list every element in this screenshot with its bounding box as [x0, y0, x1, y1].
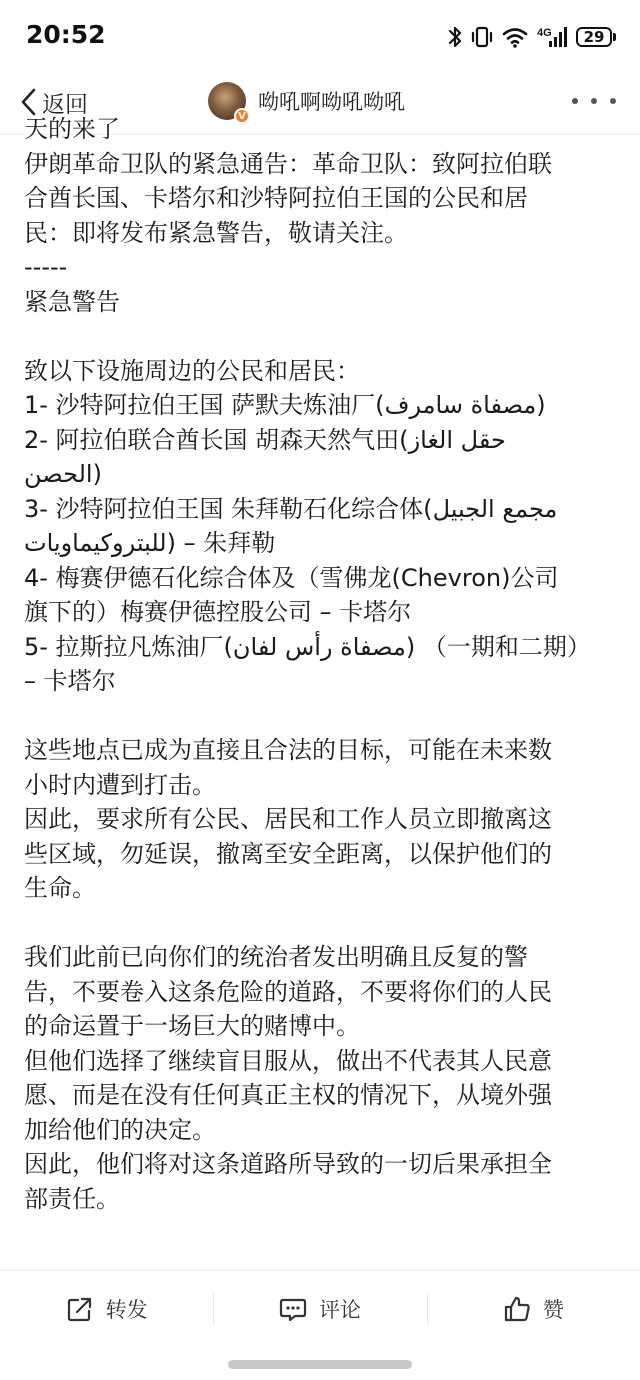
post-text-line: 旗下的）梅赛伊德控股公司 – 卡塔尔 [24, 598, 412, 626]
comment-icon [279, 1295, 307, 1323]
signal-icon [537, 25, 567, 49]
back-label: 返回 [42, 91, 88, 118]
post-text-line [24, 699, 616, 734]
battery-icon [576, 27, 616, 47]
post-text-line: 3- 沙特阿拉伯王国 朱拜勒石化综合体(مجمع الجبيل [24, 494, 558, 523]
post-text-line: 合酋长国、卡塔尔和沙特阿拉伯王国的公民和居 [24, 184, 528, 212]
more-dot-icon [591, 98, 597, 104]
post-text-line: 的命运置于一场巨大的赌博中。 [24, 1012, 360, 1040]
repost-button[interactable] [0, 1271, 213, 1347]
comment-button[interactable] [213, 1271, 426, 1347]
post-text-line: 因此，要求所有公民、居民和工作人员立即撤离这 [24, 805, 552, 833]
post-text-line: 致以下设施周边的公民和居民： [24, 356, 360, 385]
post-text-line: 伊朗革命卫队的紧急通告：革命卫队：致阿拉伯联 [24, 149, 552, 178]
like-label: 赞 [542, 1298, 564, 1322]
home-indicator[interactable] [228, 1360, 412, 1369]
like-button[interactable] [427, 1271, 640, 1347]
action-bar [0, 1270, 640, 1347]
post-text-line: 紧急警告 [24, 287, 120, 316]
status-icons [448, 22, 616, 52]
post-text-line: 5- 拉斯拉凡炼油厂(مصفاة رأس لفان) （一期和二期） [24, 632, 591, 661]
more-dot-icon [610, 98, 616, 104]
more-dot-icon [572, 98, 578, 104]
vibrate-icon [471, 25, 493, 49]
post-text-line: 天的来了 [24, 115, 120, 143]
post-content [24, 115, 616, 1270]
post-text-line: 1- 沙特阿拉伯王国 萨默夫炼油厂(مصفاة سامرف) [24, 391, 546, 419]
post-text-line: – 卡塔尔 [24, 667, 116, 695]
post-text-line: ----- [24, 253, 68, 281]
thumbs-up-icon [503, 1295, 531, 1323]
post-text-line: للبتروكيماويات) – 朱拜勒 [24, 529, 276, 557]
post-text-line: 生命。 [24, 874, 96, 902]
post-text-line: 我们此前已向你们的统治者发出明确且反复的警 [24, 943, 528, 971]
post-text-line [24, 319, 616, 354]
post-text-line: 小时内遭到打击。 [24, 770, 216, 799]
comment-label: 评论 [318, 1298, 361, 1322]
post-text-line: الحصن) [24, 460, 102, 488]
status-bar [0, 0, 640, 72]
post-text-line: 愿、而是在没有任何真正主权的情况下，从境外强 [24, 1081, 552, 1109]
post-text-line: 加给他们的决定。 [24, 1115, 216, 1144]
post-text-line: 这些地点已成为直接且合法的目标，可能在未来数 [24, 736, 552, 764]
post-text-line: 民：即将发布紧急警告，敬请关注。 [24, 218, 408, 247]
author-name[interactable]: 呦吼啊呦吼呦吼 [258, 90, 405, 114]
post-text-line: 但他们选择了继续盲目服从，做出不代表其人民意 [24, 1046, 552, 1075]
post-text-line: 部责任。 [24, 1184, 120, 1213]
bluetooth-icon [448, 25, 462, 49]
post-lines [24, 112, 616, 1216]
network-label: 4G [537, 27, 552, 39]
post-text-line: 因此，他们将对这条道路所导致的一切后果承担全 [24, 1150, 552, 1178]
post-text-line: 4- 梅赛伊德石化综合体及（雪佛龙(Chevron)公司 [24, 563, 559, 592]
post-text-line: 2- 阿拉伯联合酋长国 胡森天然气田(حقل الغاز [24, 425, 506, 454]
post-text-line: 些区域，勿延误，撤离至安全距离，以保护他们的 [24, 839, 552, 868]
wifi-icon [502, 26, 528, 48]
post-text-line: 告，不要卷入这条危险的道路，不要将你们的人民 [24, 977, 552, 1006]
share-icon [66, 1295, 94, 1323]
repost-label: 转发 [105, 1298, 148, 1322]
battery-level: 29 [576, 27, 612, 47]
status-time: 20:52 [26, 20, 106, 49]
post-text-line [24, 906, 616, 941]
verified-badge: V [234, 108, 250, 124]
